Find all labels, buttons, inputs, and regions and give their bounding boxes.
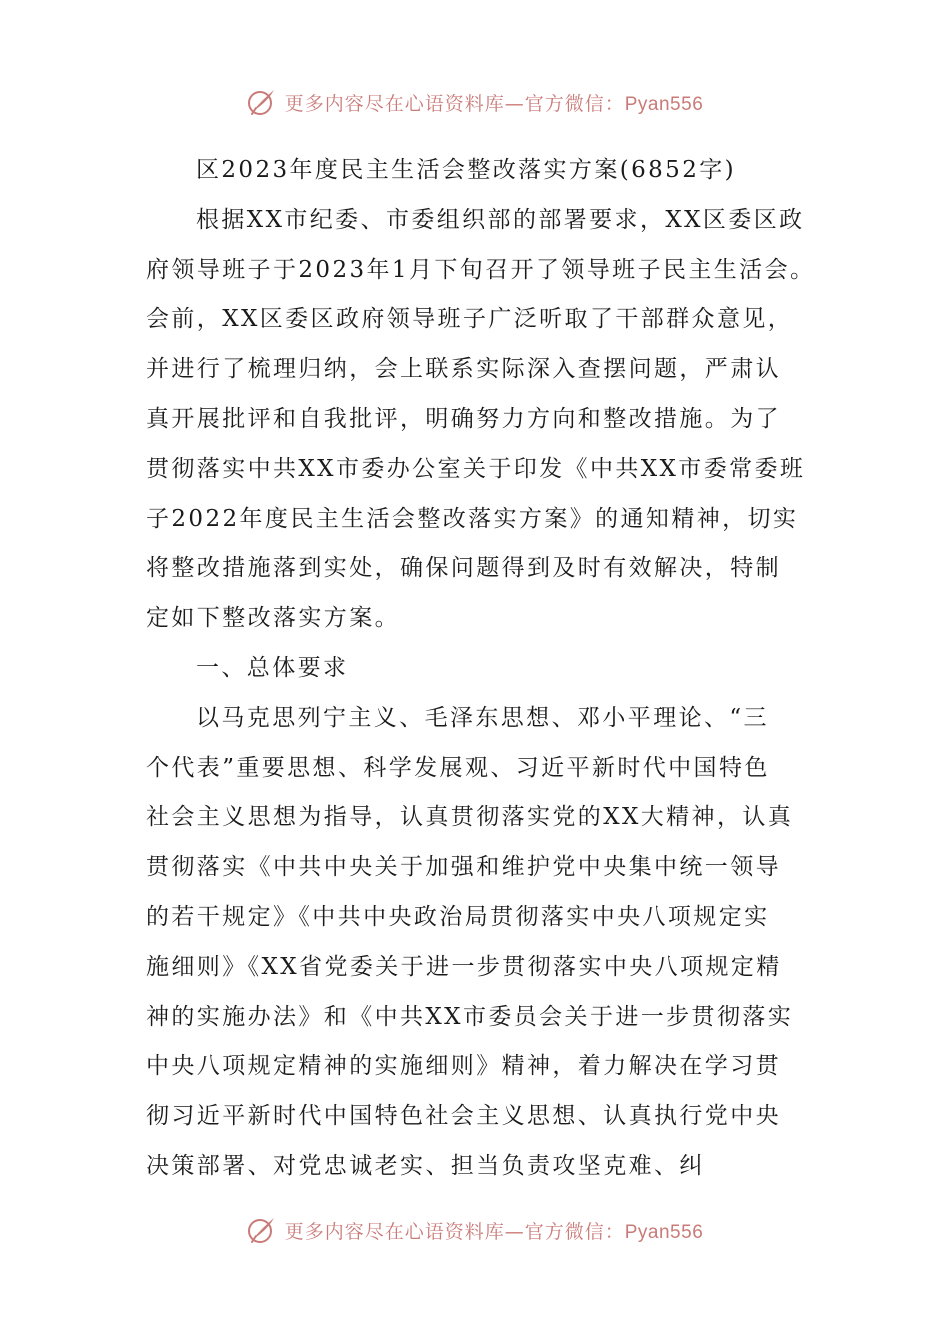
text-line: 神的实施办法》和《中共XX市委员会关于进一步贯彻落实	[146, 1003, 794, 1030]
text-line: 定如下整改落实方案。	[146, 605, 400, 632]
quill-logo-icon	[247, 1215, 277, 1245]
text-line: 真开展批评和自我批评，明确努力方向和整改措施。为了	[146, 405, 781, 432]
text-line: 会前，XX区委区政府领导班子广泛听取了干部群众意见，	[146, 306, 794, 333]
watermark-text: 更多内容尽在心语资料库—官方微信：Pyan556	[284, 92, 704, 115]
text-line: 中央八项规定精神的实施细则》精神，着力解决在学习贯	[146, 1053, 781, 1080]
text-line: 贯彻落实《中共中央关于加强和维护党中央集中统一领导	[146, 854, 781, 881]
text-line: 贯彻落实中共XX市委办公室关于印发《中共XX市委常委班	[146, 455, 806, 482]
text-line: 府领导班子于2023年1月下旬召开了领导班子民主生活会。	[146, 256, 816, 283]
document-body	[146, 146, 816, 1192]
text-line: 根据XX市纪委、市委组织部的部署要求，XX区委区政	[196, 206, 805, 233]
text-line: 个代表”重要思想、科学发展观、习近平新时代中国特色	[146, 754, 770, 781]
text-line: 并进行了梳理归纳，会上联系实际深入查摆问题，严肃认	[146, 356, 781, 383]
text-line: 彻习近平新时代中国特色社会主义思想、认真执行党中央	[146, 1103, 781, 1130]
text-line: 以马克思列宁主义、毛泽东思想、邓小平理论、“三	[196, 704, 769, 731]
watermark-handle: Pyan556	[624, 1221, 704, 1243]
text-line: 将整改措施落到实处，确保问题得到及时有效解决，特制	[146, 555, 781, 582]
watermark-banner-top	[0, 82, 950, 122]
text-line: 子2022年度民主生活会整改落实方案》的通知精神，切实	[146, 505, 799, 532]
quill-logo-icon	[247, 87, 277, 117]
watermark-banner-bottom	[0, 1210, 950, 1250]
document-title: 区2023年度民主生活会整改落实方案(6852字)	[196, 157, 737, 183]
watermark-text: 更多内容尽在心语资料库—官方微信：Pyan556	[284, 1220, 704, 1243]
text-line: 社会主义思想为指导，认真贯彻落实党的XX大精神，认真	[146, 804, 794, 831]
text-line: 施细则》《XX省党委关于进一步贯彻落实中央八项规定精	[146, 953, 782, 980]
text-line: 的若干规定》《中共中央政治局贯彻落实中央八项规定实	[146, 903, 770, 930]
section-heading: 一、总体要求	[196, 654, 349, 681]
watermark-handle: Pyan556	[624, 93, 704, 115]
text-line: 决策部署、对党忠诚老实、担当负责攻坚克难、纠	[146, 1152, 705, 1179]
